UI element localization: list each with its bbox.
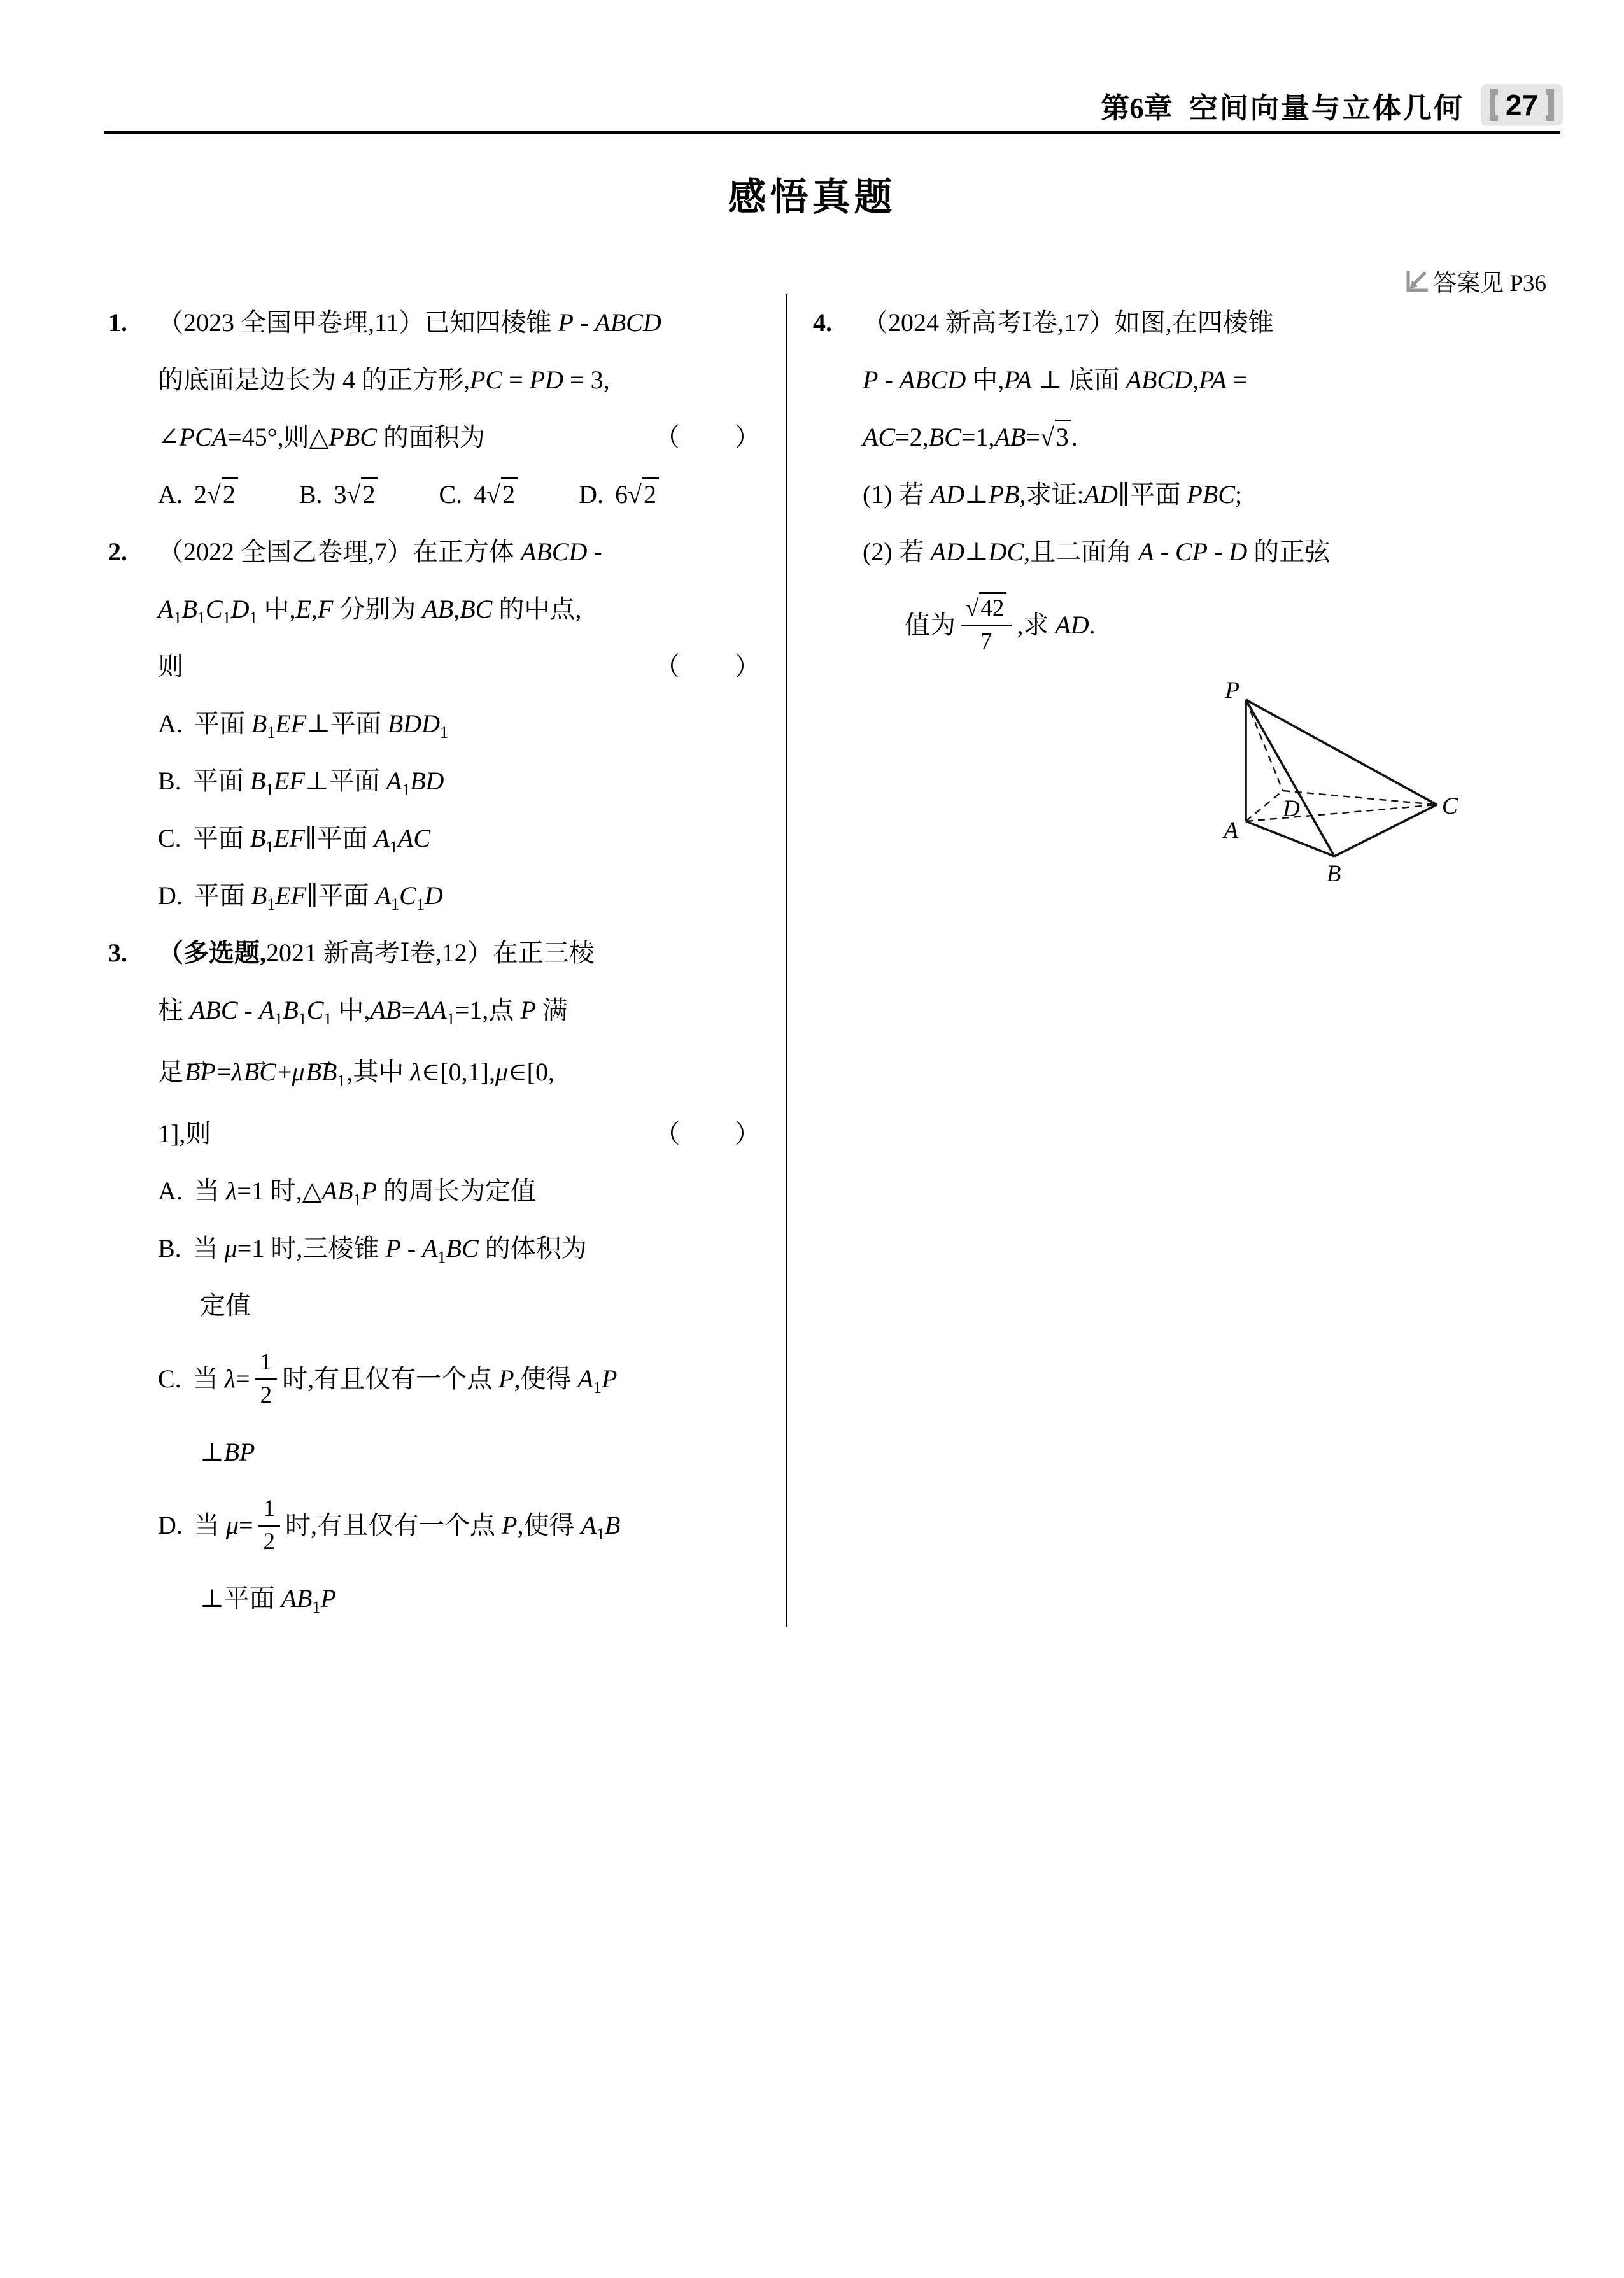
question-4-line-1: （2024 新高考Ⅰ卷,17）如图,在四棱锥 (863, 308, 1274, 337)
sine-value-post: ,求 AD. (1017, 611, 1096, 639)
vertex-label-p: P (1225, 677, 1239, 704)
option-c (158, 1334, 761, 1424)
vector-line-text: 足 (158, 1058, 183, 1086)
page-number: 27 (1505, 88, 1538, 122)
solid-edges (1246, 700, 1437, 856)
vector-bb1: $BB_1$ → (306, 1039, 346, 1105)
question-3-vector-line (158, 1039, 761, 1105)
question-4-part-1: (1) 若 AD⊥PB,求证:AD∥平面 PBC; (863, 480, 1243, 509)
vector-line-text: =λ (216, 1058, 243, 1086)
option-b-text: 当 μ=1 时,三棱锥 P - $A_1BC$ 的体积为 (192, 1234, 587, 1266)
bracket-right-icon (1546, 89, 1554, 121)
option-a-label: A. (158, 480, 183, 509)
answer-arrow-icon (1402, 267, 1430, 295)
page-number-badge (1481, 84, 1563, 126)
bracket-left-icon (1490, 89, 1498, 121)
fraction-numerator: 1 (255, 1349, 278, 1380)
option-a-label: A. (158, 1177, 183, 1205)
option-d-label: D. (158, 881, 183, 910)
vertex-label-b: B (1326, 861, 1341, 887)
question-3-number: 3. (108, 938, 127, 967)
page-header (1101, 84, 1563, 126)
right-column (787, 294, 1553, 1627)
question-2 (108, 523, 761, 924)
vertex-label-c: C (1442, 793, 1458, 819)
question-4-part-2-continuation (863, 581, 1553, 670)
option-c-continuation: ⊥BP (200, 1438, 255, 1466)
option-b-label: B. (158, 767, 181, 795)
section-title: 感悟真题 (728, 176, 896, 218)
option-b (299, 466, 378, 523)
option-d-label: D. (579, 480, 604, 509)
option-c-pre: 当 λ= (192, 1364, 250, 1393)
question-3-line-2: 柱 ABC - $A_1B_1C_1$ 中$,AB=AA_1=1$,点 P 满 (158, 996, 568, 1028)
question-1-line-1: （2023 全国甲卷理,11）已知四棱锥 P - ABCD (158, 308, 661, 337)
option-b-text: 平面 $B_1EF\perp$平面 $A_1BD$ (192, 767, 444, 799)
chapter-title: 空间向量与立体几何 (1189, 92, 1464, 124)
option-c (439, 466, 518, 523)
left-column (108, 294, 787, 1627)
fraction-denominator: 7 (980, 628, 992, 654)
question-3-source: 2021 新高考Ⅰ卷,12）在正三棱 (266, 938, 595, 967)
question-4-part-2: (2) 若 AD⊥DC,且二面角 A - CP - D 的正弦 (863, 537, 1331, 566)
question-1 (108, 294, 761, 523)
option-a-text: 平面 $B_1EF\perp$平面 $BDD_1$ (194, 709, 449, 742)
question-4-line-2: P - ABCD 中,PA ⊥ 底面 ABCD,PA = (863, 365, 1248, 394)
fraction-denominator: 2 (260, 1382, 272, 1408)
option-c (158, 810, 761, 867)
vertex-label-d: D (1283, 796, 1300, 822)
question-2-number: 2. (108, 537, 127, 566)
option-a-text: 当 λ=1 时$,\triangle AB_1P$ 的周长为定值 (194, 1177, 536, 1209)
question-3 (108, 924, 761, 1627)
multi-choice-tag: （多选题, (158, 938, 266, 967)
fraction-numerator: √42 (961, 595, 1012, 626)
option-c-label: C. (158, 1364, 181, 1393)
vector-line-text: +μ (277, 1058, 305, 1086)
fraction-sqrt42-over-7 (961, 595, 1012, 655)
answer-reference-text: 答案见 P36 (1433, 271, 1546, 297)
option-b (158, 753, 761, 810)
answer-blank: （ ） (654, 423, 761, 451)
option-d-label: D. (158, 1511, 183, 1539)
question-1-line-3 (158, 409, 761, 466)
option-a-label: A. (158, 709, 183, 738)
question-2-line-2: $A_1B_1C_1D_1$ 中,E,F 分别为 AB,BC 的中点, (158, 595, 582, 627)
fraction-numerator: 1 (258, 1496, 281, 1527)
question-1-number: 1. (108, 308, 127, 337)
answer-blank: （ ） (654, 652, 761, 681)
hidden-edges (1246, 700, 1437, 821)
option-b-label: B. (158, 1234, 181, 1263)
option-a (158, 466, 238, 523)
question-2-line-1: （2022 全国乙卷理,7）在正方体 ABCD - (158, 537, 602, 566)
question-2-stem-end: 则 (158, 652, 183, 681)
question-3-line-4 (158, 1105, 761, 1163)
vertex-label-a: A (1224, 817, 1238, 844)
option-d-text: 6√2 (615, 477, 659, 509)
option-b-continuation: 定值 (200, 1291, 251, 1320)
sine-value-pre: 值为 (905, 611, 956, 639)
option-d-text: 平面 $B_1EF\parallel$平面 $A_1C_1D$ (194, 881, 443, 914)
question-1-line-2: 的底面是边长为 4 的正方形,PC = PD = 3, (158, 365, 610, 394)
question-4-number: 4. (813, 308, 832, 337)
vector-bp: BP → (185, 1039, 216, 1105)
option-a (158, 695, 761, 753)
option-b-label: B. (299, 480, 323, 509)
question-1-stem-end: ∠PCA=45°,则△PBC 的面积为 (158, 423, 485, 451)
option-d-continuation: ⊥平面 $AB_1P$ (200, 1584, 336, 1617)
two-column-layout (108, 294, 1553, 1627)
answer-reference (1402, 264, 1546, 298)
option-c-label: C. (439, 480, 463, 509)
question-4 (813, 294, 1553, 670)
answer-blank: （ ） (654, 1119, 761, 1148)
option-c-text: 平面 $B_1EF\parallel$平面 $A_1AC$ (192, 824, 431, 856)
pyramid-figure (1200, 671, 1488, 893)
question-3-stem-end: 1],则 (158, 1119, 211, 1148)
option-b (158, 1220, 761, 1277)
fraction-one-half (258, 1496, 281, 1555)
vector-line-text: ,其中 λ∈[0,1],μ∈[0, (346, 1058, 554, 1086)
option-c-post: 时,有且仅有一个点 P,使得 $A_1P$ (282, 1364, 618, 1397)
option-d (579, 466, 659, 523)
question-2-line-3 (158, 638, 761, 695)
option-d-pre: 当 μ= (194, 1511, 253, 1539)
option-a-text: 2√2 (194, 477, 238, 509)
option-c-text: 4√2 (474, 477, 518, 509)
question-3-line-1 (158, 924, 761, 982)
question-1-options (158, 466, 761, 523)
option-b-text: 3√2 (334, 477, 378, 509)
fraction-one-half (255, 1349, 278, 1409)
option-d (158, 867, 761, 924)
header-rule (104, 131, 1560, 134)
option-c-label: C. (158, 824, 181, 852)
option-a (158, 1163, 761, 1220)
chapter-label: 第6章 (1101, 92, 1173, 124)
option-d-post: 时,有且仅有一个点 P,使得 $A_1B$ (285, 1511, 621, 1543)
vector-bc: BC → (244, 1039, 276, 1105)
question-4-line-3: AC=2,BC=1,AB=√3 . (863, 409, 1553, 466)
option-d (158, 1481, 761, 1570)
fraction-denominator: 2 (263, 1528, 276, 1555)
